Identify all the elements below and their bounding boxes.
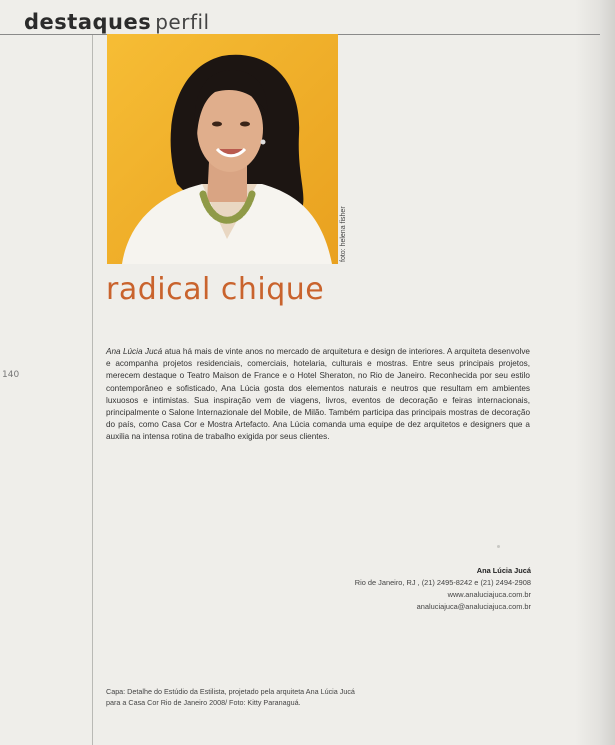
article-body [106, 346, 530, 444]
article-paragraph: atua há mais de vinte anos no mercado de arquitetura e design de interiores. A arquiteta desenvolve e acompanha projetos residenciais, comerciais, hotelaria, culturais e mostras. Entre seus principais projetos, merecem destaque o Teatro Maison de France e o Hotel Sheraton, no Rio de Janeiro. Reconhecida por seu estilo contemporâneo e sofisticado, Ana Lúcia gosta dos elementos naturais e neutros que resultam em ambientes luxuosos e intimistas. Sua inspiração vem de viagens, livros, eventos de decoração e feiras internacionais, principalmente o Salone Internazionale del Mobile, de Milão. Também participa das principais mostras de decoração do país, como Casa Cor e Mostra Artefacto. Ana Lúcia comanda uma equipe de dez arquitetos e designers que a auxilia na intensa rotina de trabalho exigida por seus clientes. [106, 347, 530, 442]
portrait-photo [107, 34, 338, 264]
page-number: 140 [2, 370, 20, 380]
page-edge-shadow [575, 0, 615, 745]
section-title: destaques [24, 10, 152, 34]
portrait-illustration [107, 34, 338, 264]
contact-name: Ana Lúcia Jucá [476, 566, 531, 575]
cover-caption: Capa: Detalhe do Estúdio da Estilista, projetado pela arquiteta Ana Lúcia Jucá para a Casa Cor Rio de Janeiro 2008/ Foto: Kitty Paranaguá. [106, 687, 355, 707]
contact-block [320, 565, 531, 613]
margin-rule [92, 35, 93, 745]
article-subject-name: Ana Lúcia Jucá [106, 347, 163, 356]
section-header [24, 10, 210, 37]
article-headline: radical chique [106, 272, 325, 307]
decorative-dot [497, 545, 500, 548]
photo-credit: foto: helena fisher [340, 206, 347, 262]
contact-address: Rio de Janeiro, RJ , (21) 2495-8242 e (21) 2494-2908 [354, 578, 531, 587]
contact-website[interactable]: www.analuciajuca.com.br [447, 590, 531, 599]
section-subtitle: perfil [155, 10, 210, 34]
contact-email[interactable]: analuciajuca@analuciajuca.com.br [416, 602, 531, 611]
